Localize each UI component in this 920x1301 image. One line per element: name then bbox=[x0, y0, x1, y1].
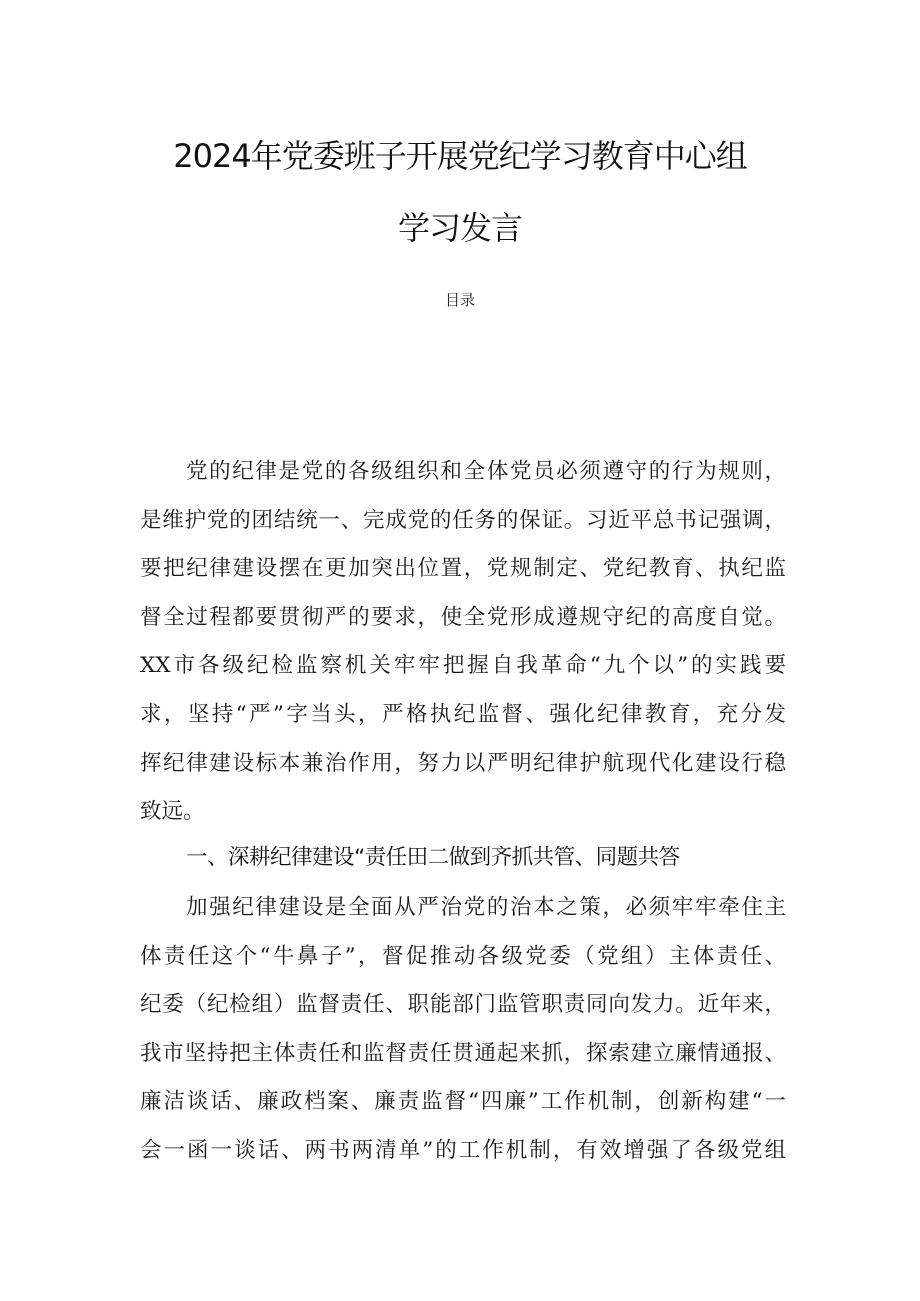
document-title-line-2: 学习发言 bbox=[397, 209, 522, 247]
section-1-heading: 一、深耕纪律建设“责任田二做到齐抓共管、同题共答 bbox=[186, 845, 680, 870]
paragraph-1-line: 督全过程都要贯彻严的要求，使全党形成遵规守纪的高度自觉。 bbox=[140, 604, 786, 630]
table-of-contents-label: 目录 bbox=[444, 291, 475, 309]
paragraph-2-line: 会一函一谈话、两书两清单”的工作机制，有效增强了各级党组 bbox=[140, 1137, 786, 1163]
paragraph-2 bbox=[140, 884, 786, 1176]
paragraph-1-line: 党的纪律是党的各级组织和全体党员必须遵守的行为规则， bbox=[186, 459, 786, 484]
document-title-line-1: 2024年党委班子开展党纪学习教育中心组 bbox=[173, 137, 747, 175]
paragraph-1-line: 致远。 bbox=[140, 799, 205, 825]
paragraph-1-line: 是维护党的团结统一、完成党的任务的保证。习近平总书记强调， bbox=[140, 507, 786, 533]
paragraph-2-line: 体责任这个“牛鼻子”，督促推动各级党委（党组）主体责任、 bbox=[140, 943, 786, 969]
paragraph-2-line: 纪委（纪检组）监督责任、职能部门监管职责同向发力。近年来， bbox=[140, 992, 786, 1018]
paragraph-2-line: 加强纪律建设是全面从严治党的治本之策，必须牢牢牵住主 bbox=[186, 895, 786, 920]
paragraph-2-line: 我市坚持把主体责任和监督责任贯通起来抓，探索建立廉情通报、 bbox=[140, 1040, 786, 1066]
paragraph-1-line: 求，坚持“严”字当头，严格执纪监督、强化纪律教育，充分发 bbox=[140, 701, 786, 727]
paragraph-1-line: XX市各级纪检监察机关牢牢把握自我革命“九个以”的实践要 bbox=[140, 653, 786, 679]
paragraph-1 bbox=[140, 448, 786, 837]
paragraph-2-line: 廉洁谈话、廉政档案、廉责监督“四廉”工作机制，创新构建“一 bbox=[140, 1089, 786, 1115]
paragraph-1-line: 要把纪律建设摆在更加突出位置，党规制定、党纪教育、执纪监 bbox=[140, 556, 786, 582]
paragraph-1-line: 挥纪律建设标本兼治作用，努力以严明纪律护航现代化建设行稳 bbox=[140, 750, 786, 776]
